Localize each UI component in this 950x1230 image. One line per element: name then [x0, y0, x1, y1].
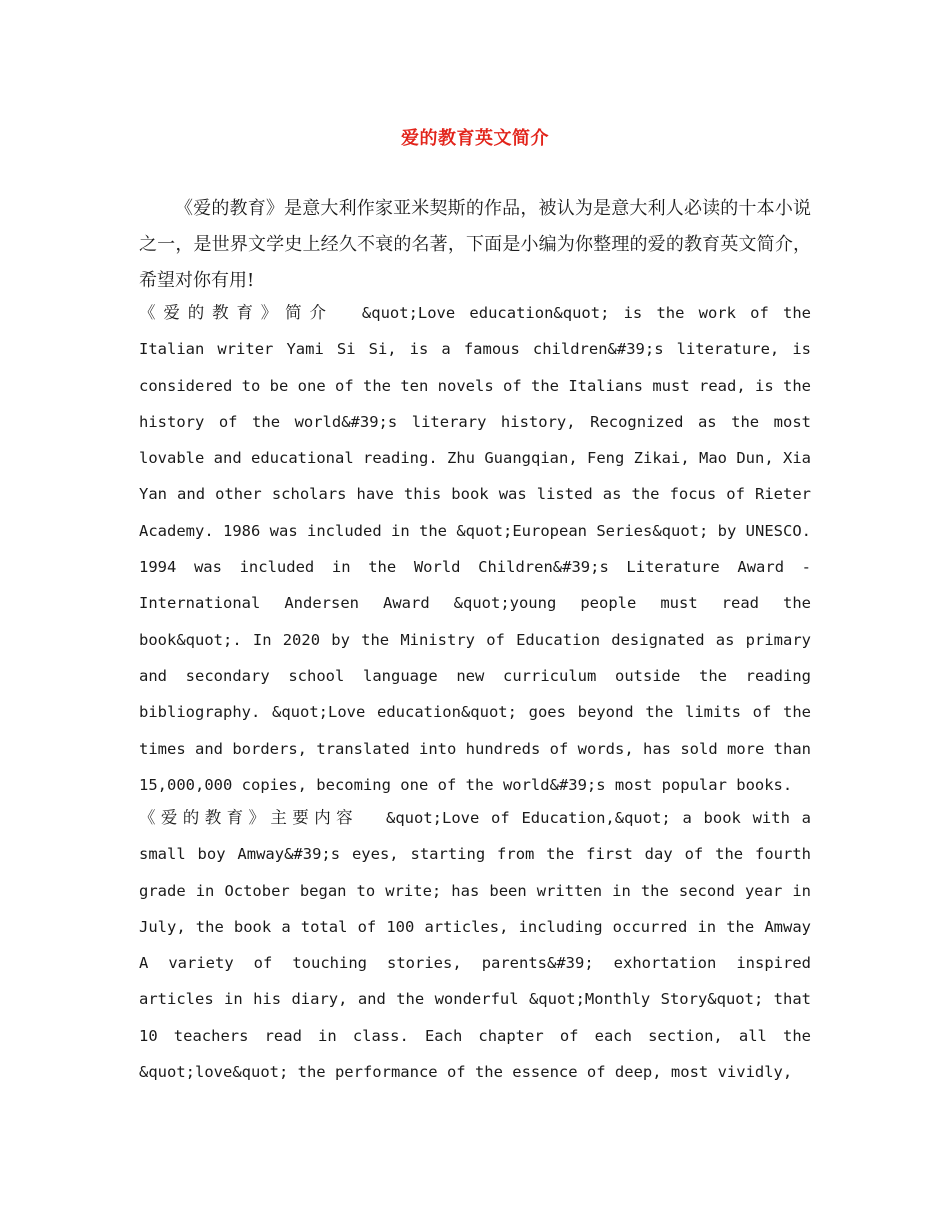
intro-paragraph: 《爱的教育》是意大利作家亚米契斯的作品，被认为是意大利人必读的十本小说之一，是世界文学史上经久不衰的名著，下面是小编为你整理的爱的教育英文简介，希望对你有用!	[139, 198, 811, 291]
section-introduction	[139, 295, 811, 803]
document-title: 爱的教育英文简介	[401, 128, 549, 149]
section-text: &quot;Love of Education,&quot; a book with a small boy Amway&#39;s eyes, starting from the first day of the fourth grade in October began to write; has been written in the second year in July, the book a total of 100 articles, including occurred in the Amway A variety of touching stories, parents&#39; exhortation inspired articles in his diary, and the wonderful &quot;Monthly Story&quot; that 10 teachers read in class. Each chapter of each section, all the &quot;love&quot; the performance of the essence of deep, most vividly,	[139, 809, 811, 1082]
section-main-content	[139, 800, 811, 1090]
section-heading: 《爱的教育》简介	[139, 303, 334, 322]
section-heading: 《爱的教育》主要内容	[139, 808, 358, 827]
section-text: &quot;Love education&quot; is the work of the Italian writer Yami Si Si, is a famous children&#39;s literature, is considered to be one of the ten novels of the Italians must read, is the history of the world&#39;s literary history, Recognized as the most lovable and educational reading. Zhu Guangqian, Feng Zikai, Mao Dun, Xia Yan and other scholars have this book was listed as the focus of Rieter Academy. 1986 was included in the &quot;European Series&quot; by UNESCO. 1994 was included in the World Children&#39;s Literature Award - International Andersen Award &quot;young people must read the book&quot;. In 2020 by the Ministry of Education designated as primary and secondary school language new curriculum outside the reading bibliography. &quot;Love education&quot; goes beyond the limits of the times and borders, translated into hundreds of words, has sold more than 15,000,000 copies, becoming one of the world&#39;s most popular books.	[139, 304, 812, 794]
